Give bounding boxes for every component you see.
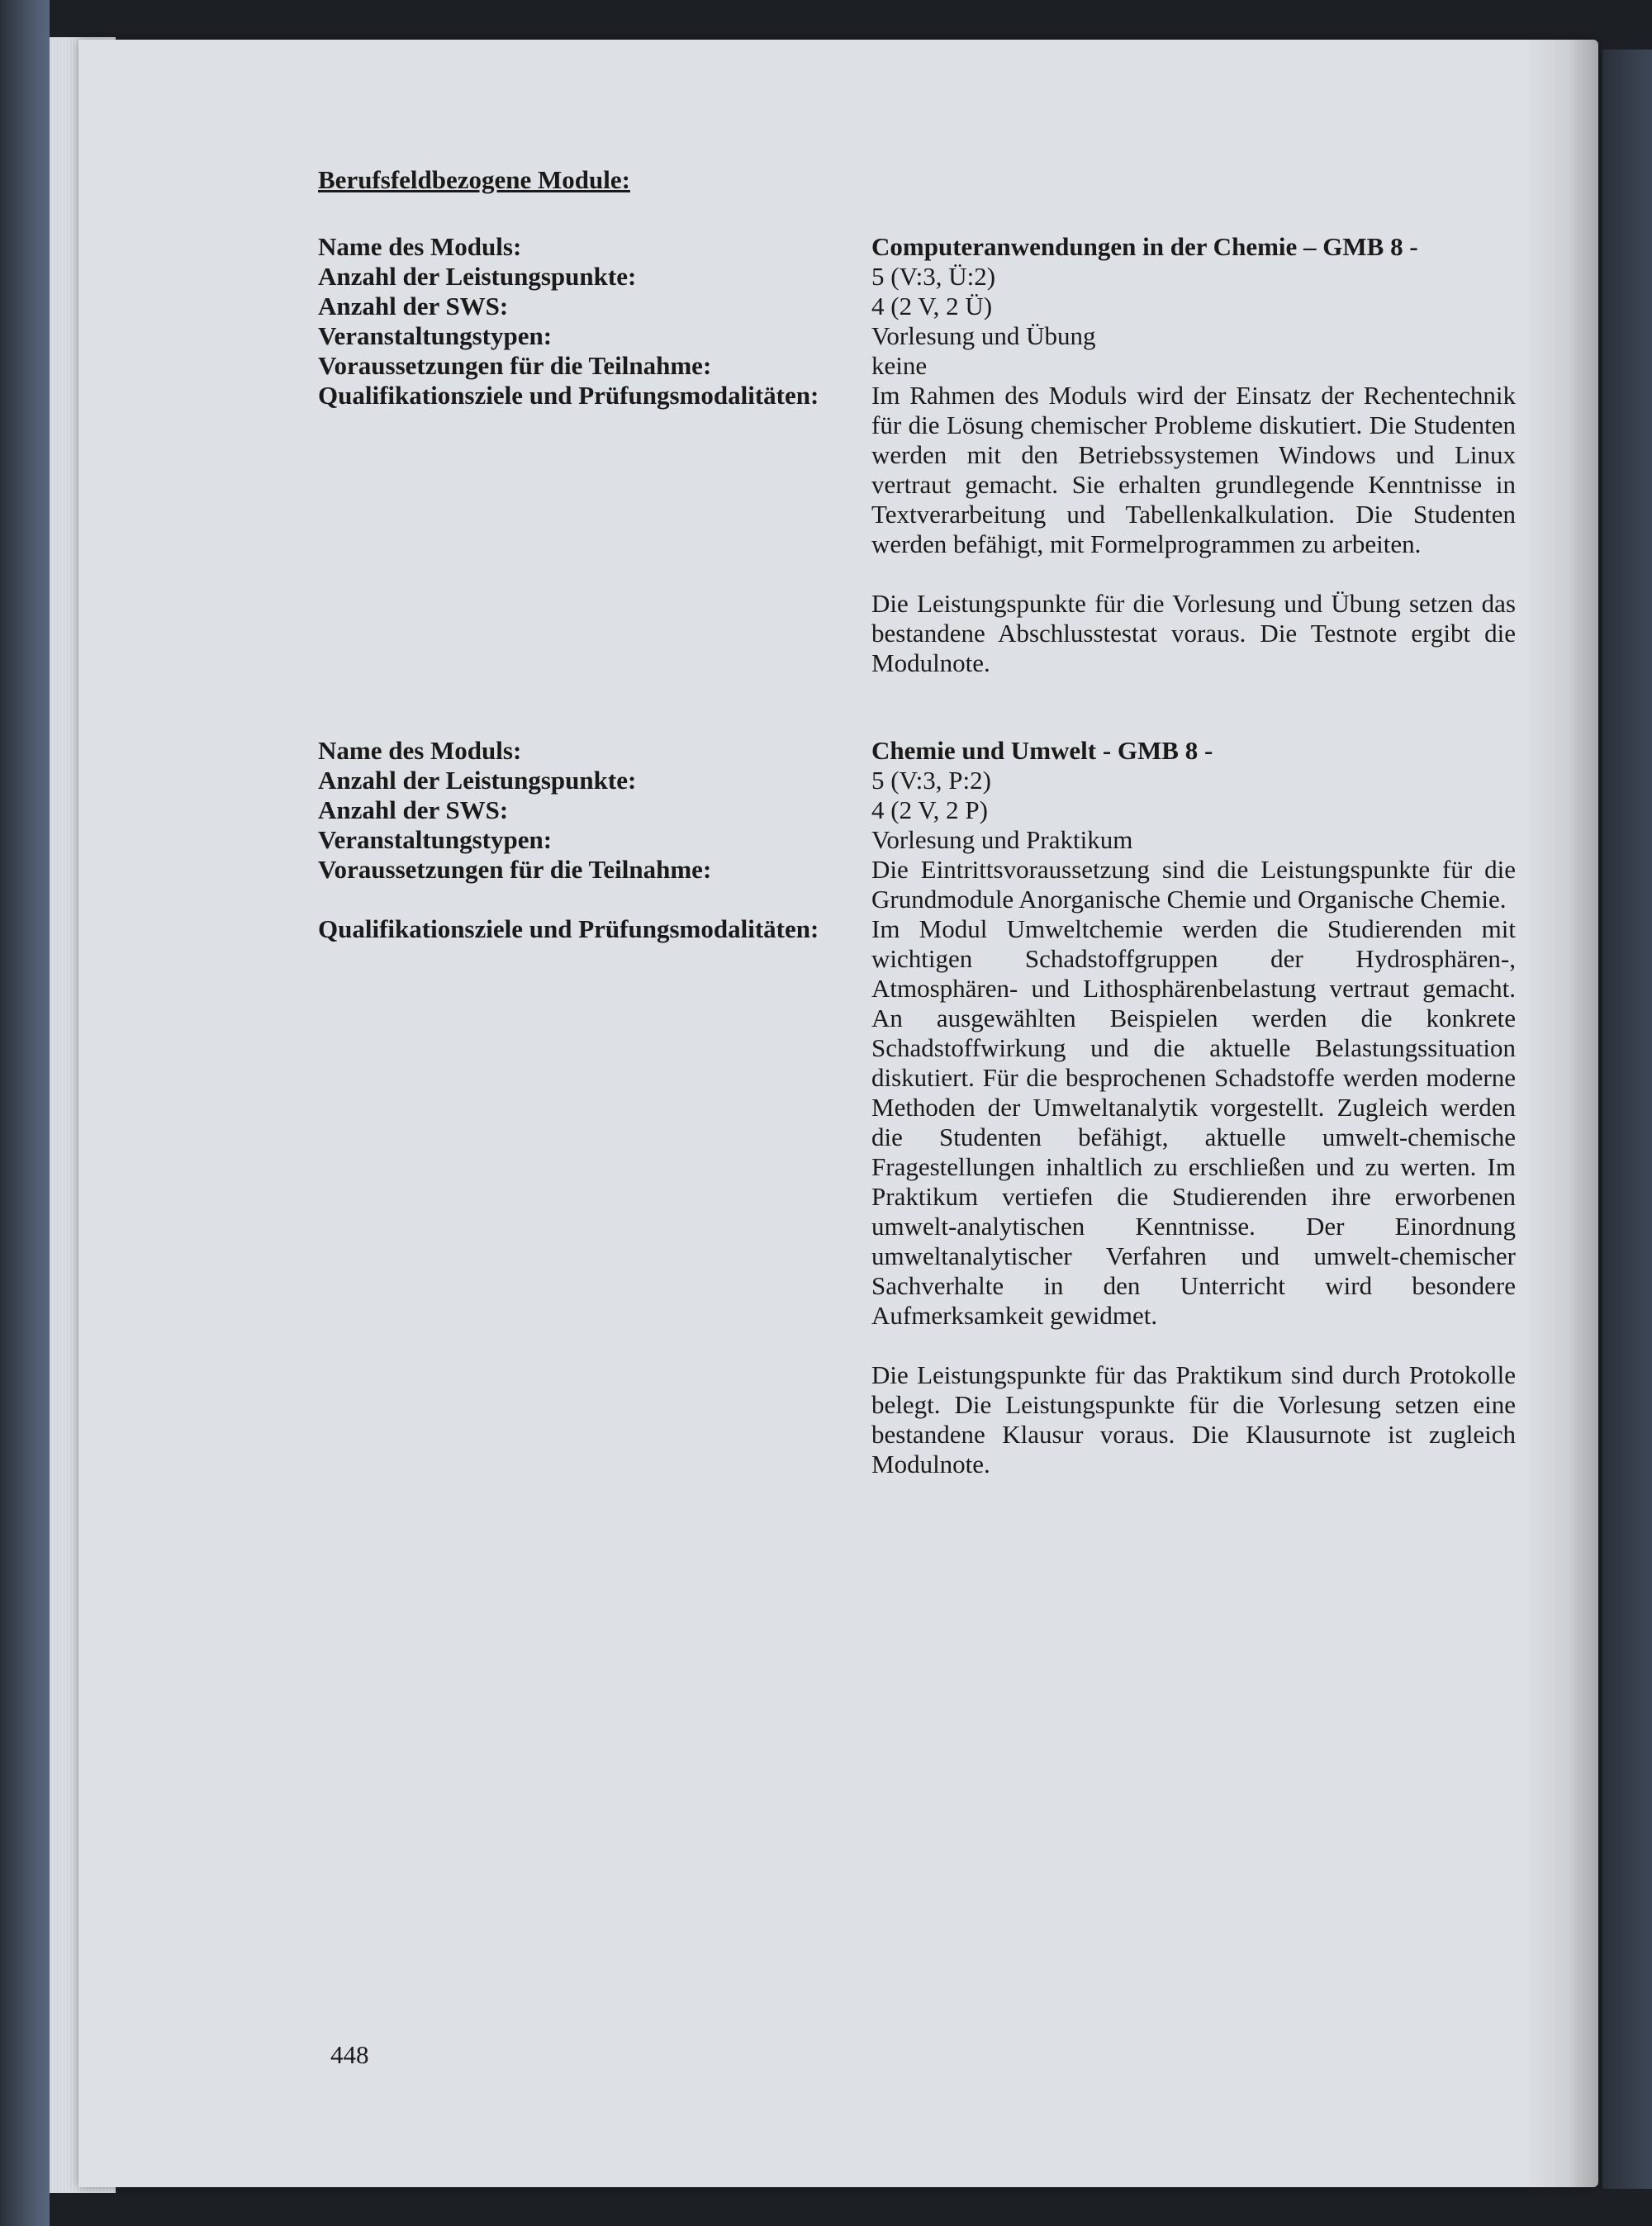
goals-paragraph: Im Rahmen des Moduls wird der Einsatz der Rechentechnik für die Lösung chemischer Probleme diskutiert. Die Studenten werden mit den Betriebssystemen Windows und Linux vertraut gemacht. Sie erhalten grundlegende Kenntnisse in Textverarbeitung und Tabellenkalkulation. Die Studenten werden befähigt, mit Formelprogrammen zu arbeiten. (871, 381, 1516, 558)
module-name: Computeranwendungen in der Chemie – GMB 8 - (871, 232, 1418, 261)
section-heading: Berufsfeldbezogene Module: (318, 165, 630, 194)
label-prerequisites: Voraussetzungen für die Teilnahme: (318, 855, 712, 884)
module-name: Chemie und Umwelt - GMB 8 - (871, 736, 1213, 765)
label-module-name: Name des Moduls: (318, 232, 522, 261)
module-goals (871, 381, 1516, 678)
module-computeranwendungen (318, 232, 1565, 678)
book-cover-left (0, 0, 50, 2226)
module-credits: 5 (V:3, P:2) (871, 766, 991, 795)
module-types: Vorlesung und Übung (871, 321, 1096, 350)
module-sws: 4 (2 V, 2 Ü) (871, 292, 993, 320)
module-chemie-und-umwelt (318, 736, 1565, 1479)
label-module-name: Name des Moduls: (318, 736, 522, 765)
label-sws: Anzahl der SWS: (318, 795, 509, 824)
module-sws: 4 (2 V, 2 P) (871, 795, 988, 824)
label-goals: Qualifikationsziele und Prüfungsmodalitäten: (318, 914, 819, 943)
module-prerequisites: keine (871, 351, 928, 380)
goals-paragraph: Im Modul Umweltchemie werden die Studierenden mit wichtigen Schadstoffgruppen der Hydrosphären-, Atmosphären- und Lithosphärenbelastung vertraut gemacht. An ausgewählten Beispielen werden die konkrete Schadstoffwirkung und die aktuelle Belastungssituation diskutiert. Für die besprochenen Schadstoffe werden moderne Methoden der Umweltanalytik vorgestellt. Zugleich werden die Studenten befähigt, aktuelle umwelt-chemische Fragestellungen inhaltlich zu erschließen und zu werten. Im Praktikum vertiefen die Studierenden ihre erworbenen umwelt-analytischen Kenntnisse. Der Einordnung umweltanalytischer Verfahren und umwelt-chemischer Sachverhalte in den Unterricht wird besondere Aufmerksamkeit gewidmet. (871, 914, 1516, 1330)
label-goals: Qualifikationsziele und Prüfungsmodalitäten: (318, 381, 819, 410)
page-number: 448 (330, 2040, 369, 2069)
module-credits: 5 (V:3, Ü:2) (871, 262, 996, 291)
label-credits: Anzahl der Leistungspunkte: (318, 262, 637, 291)
label-sws: Anzahl der SWS: (318, 292, 509, 320)
label-types: Veranstaltungstypen: (318, 321, 553, 350)
page-content (318, 165, 1565, 1479)
label-types: Veranstaltungstypen: (318, 825, 553, 854)
book-cover-right (1602, 50, 1652, 2189)
module-types: Vorlesung und Praktikum (871, 825, 1133, 854)
module-prerequisites: Die Eintrittsvoraussetzung sind die Leistungspunkte für die Grundmodule Anorganische Chemie und Organische Chemie. (871, 855, 1516, 914)
exam-paragraph: Die Leistungspunkte für die Vorlesung und Übung setzen das bestandene Abschlusstestat voraus. Die Testnote ergibt die Modulnote. (871, 589, 1516, 677)
label-credits: Anzahl der Leistungspunkte: (318, 766, 637, 795)
label-prerequisites: Voraussetzungen für die Teilnahme: (318, 351, 712, 380)
module-goals (871, 914, 1516, 1479)
exam-paragraph: Die Leistungspunkte für das Praktikum sind durch Protokolle belegt. Die Leistungspunkte für die Vorlesung setzen eine bestandene Klausur voraus. Die Klausurnote ist zugleich Modulnote. (871, 1360, 1516, 1478)
